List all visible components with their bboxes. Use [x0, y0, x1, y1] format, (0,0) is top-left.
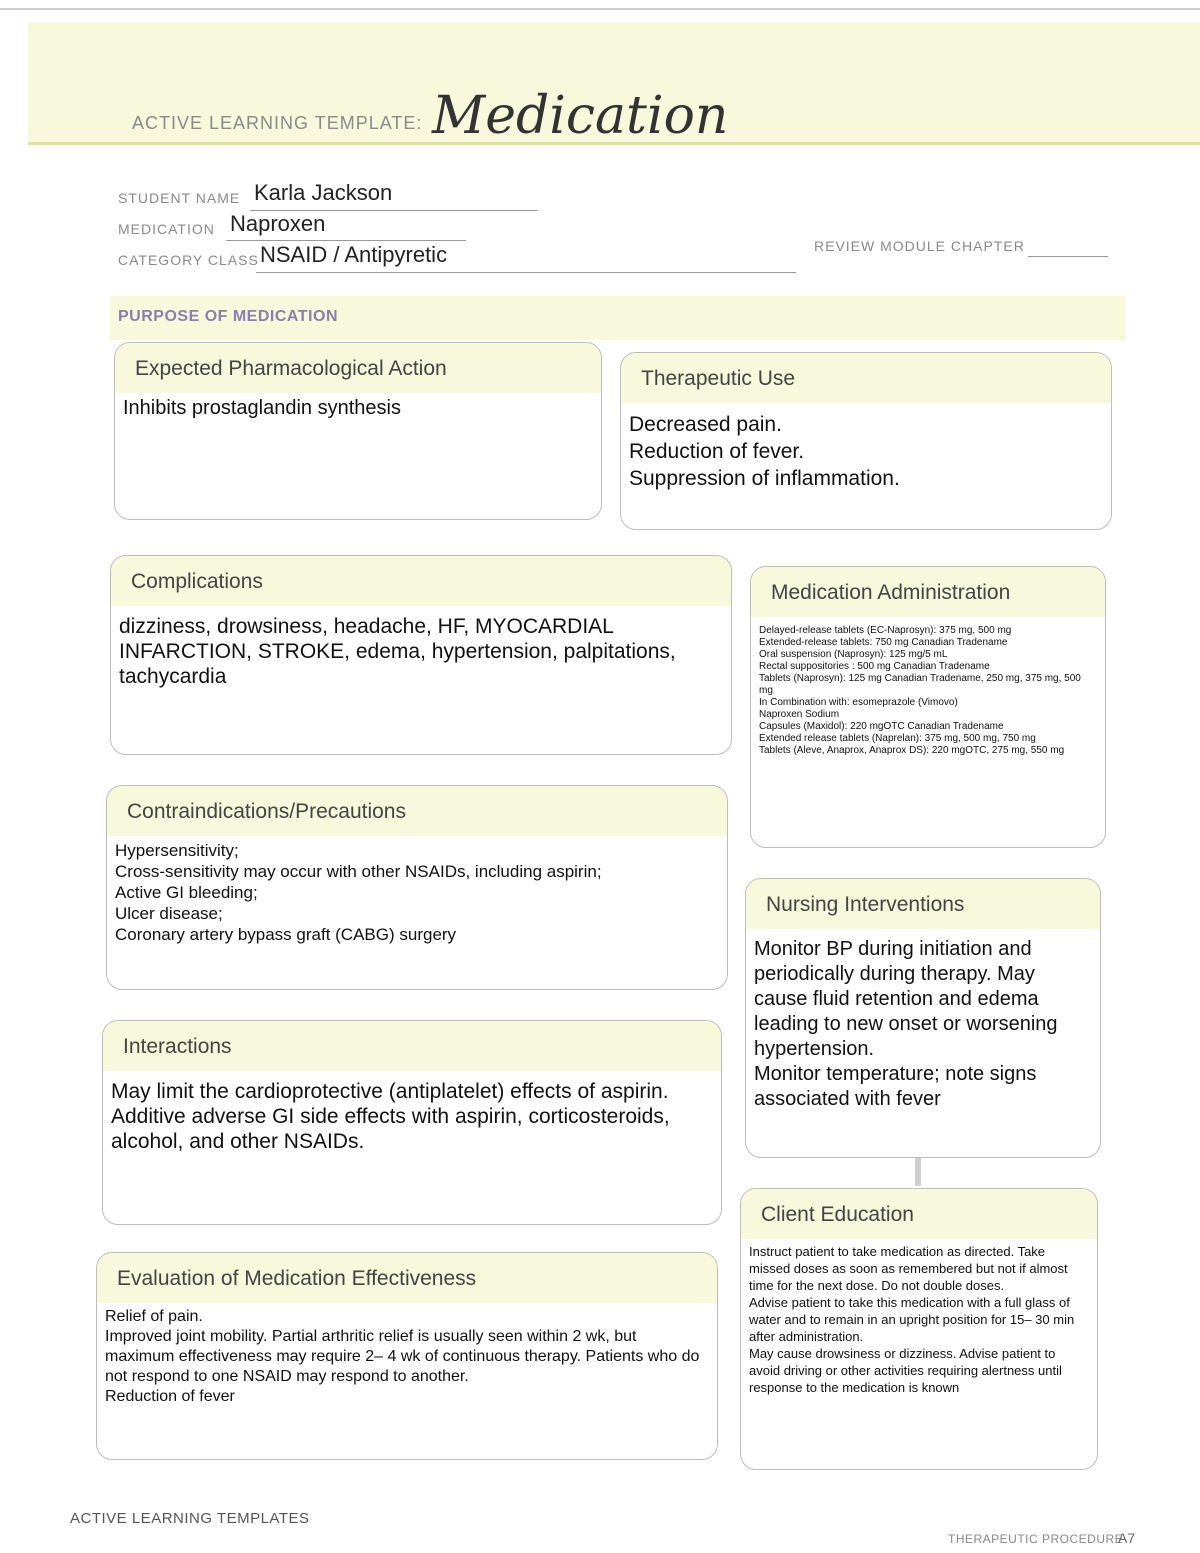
- template-title: Medication: [432, 86, 729, 146]
- connector-bar: [915, 1158, 921, 1186]
- purpose-label: PURPOSE OF MEDICATION: [118, 308, 338, 325]
- interactions-body: May limit the cardioprotective (antiplatelet) effects of aspirin. Additive adverse GI side effects with aspirin, corticosteroids, alcohol, and other NSAIDs.: [111, 1080, 670, 1153]
- therapeutic-use-title: Therapeutic Use: [621, 353, 1111, 403]
- medication-administration-body: Delayed-release tablets (EC-Naprosyn): 375 mg, 500 mg Extended-release tablets: 750 mg Canadian Tradename Oral suspension (Naprosyn): 125 mg/5 mL Rectal suppositories : 500 mg Canadian Tradename Tablets (Naprosyn): 125 mg Canadian Tradename, 250 mg, 375 mg, 500 mg In Combination with: esomeprazole (Vimovo) Naproxen Sodium Capsules (Maxidol): 220 mgOTC Canadian Tradename Extended release tablets (Naprelan): 375 mg, 500 mg, 750 mg Tablets (Aleve, Anaprox, Anaprox DS): 220 mgOTC, 275 mg, 550 mg: [759, 625, 1081, 756]
- category-class-line: [256, 272, 796, 273]
- evaluation-title: Evaluation of Medication Effectiveness: [97, 1253, 717, 1303]
- client-education-box: [740, 1188, 1098, 1470]
- contraindications-body: Hypersensitivity; Cross-sensitivity may occur with other NSAIDs, including aspirin; Active GI bleeding; Ulcer disease; Coronary artery bypass graft (CABG) surgery: [115, 841, 602, 944]
- expected-action-title: Expected Pharmacological Action: [115, 343, 601, 393]
- footer-page-number: A7: [1118, 1530, 1136, 1546]
- interactions-title: Interactions: [103, 1021, 721, 1071]
- client-education-body: Instruct patient to take medication as directed. Take missed doses as soon as remembered but not if almost time for the next dose. Do not double doses. Advise patient to take this medication with a full glass of water and to remain in an upright position for 15– 30 min after administration. May cause drowsiness or dizziness. Advise patient to avoid driving or other activities requiring alertness until response to the medication is known: [749, 1244, 1075, 1395]
- medication-line: [226, 240, 466, 241]
- footer-right-label: THERAPEUTIC PROCEDURE: [948, 1532, 1124, 1546]
- therapeutic-use-body: Decreased pain. Reduction of fever. Suppression of inflammation.: [629, 413, 900, 490]
- therapeutic-use-box: [620, 352, 1112, 530]
- complications-title: Complications: [111, 556, 731, 606]
- medication-label: MEDICATION: [118, 221, 215, 237]
- interactions-box: [102, 1020, 722, 1225]
- top-divider: [0, 8, 1200, 10]
- nursing-interventions-box: [745, 878, 1101, 1158]
- medication-administration-box: [750, 566, 1106, 848]
- student-name-label: STUDENT NAME: [118, 190, 241, 206]
- review-module-label: REVIEW MODULE CHAPTER: [814, 238, 1025, 254]
- contraindications-box: [106, 785, 728, 990]
- evaluation-body: Relief of pain. Improved joint mobility. Partial arthritic relief is usually seen within 2 wk, but maximum effectiveness may require 2– 4 wk of continuous therapy. Patients who do not respond to one NSAID may respond to another. Reduction of fever: [105, 1308, 700, 1405]
- template-label: ACTIVE LEARNING TEMPLATE:: [132, 113, 423, 133]
- review-module-line: [1028, 256, 1108, 257]
- expected-action-box: [114, 342, 602, 520]
- contraindications-title: Contraindications/Precautions: [107, 786, 727, 836]
- category-class-label: CATEGORY CLASS: [118, 252, 259, 268]
- footer-left-label: ACTIVE LEARNING TEMPLATES: [70, 1510, 310, 1527]
- evaluation-box: [96, 1252, 718, 1460]
- complications-box: [110, 555, 732, 755]
- complications-body: dizziness, drowsiness, headache, HF, MYOCARDIAL INFARCTION, STROKE, edema, hypertension, palpitations, tachycardia: [119, 615, 676, 688]
- client-education-title: Client Education: [741, 1189, 1097, 1239]
- medication-administration-title: Medication Administration: [751, 567, 1105, 617]
- medication-value: Naproxen: [230, 211, 326, 236]
- student-name-value: Karla Jackson: [254, 180, 393, 205]
- expected-action-body: Inhibits prostaglandin synthesis: [123, 397, 401, 419]
- nursing-interventions-title: Nursing Interventions: [746, 879, 1100, 929]
- category-class-value: NSAID / Antipyretic: [260, 242, 448, 267]
- nursing-interventions-body: Monitor BP during initiation and periodically during therapy. May cause fluid retention and edema leading to new onset or worsening hypertension. Monitor temperature; note signs associated with fever: [754, 938, 1058, 1110]
